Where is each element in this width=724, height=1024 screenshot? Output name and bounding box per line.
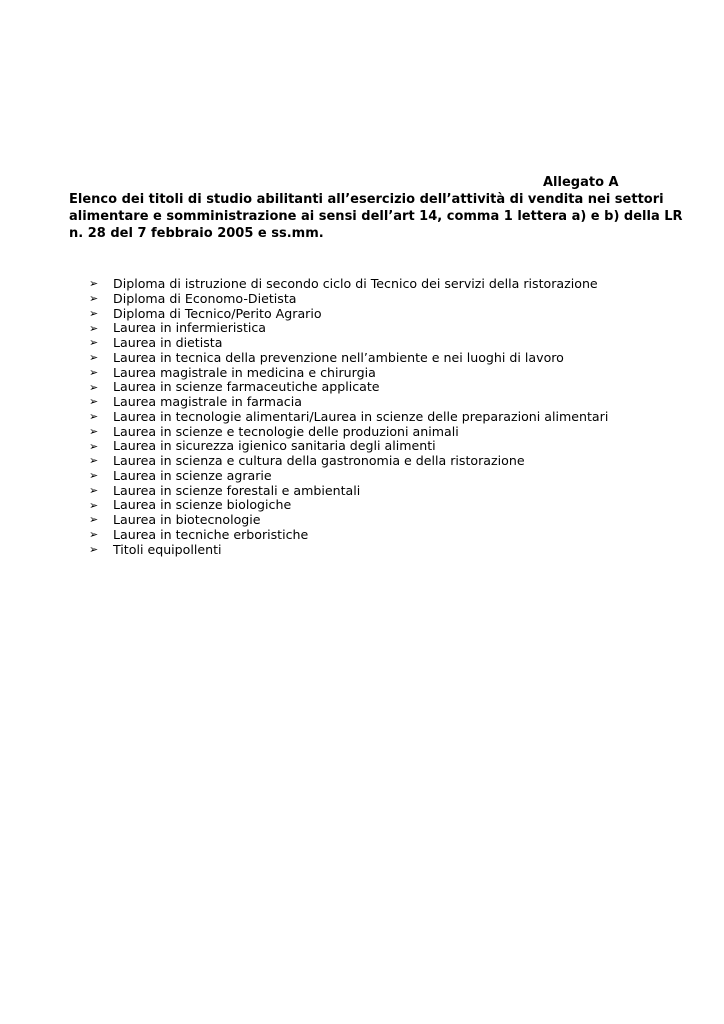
list-item [89, 498, 608, 513]
arrow-bullet-icon: ➢ [89, 321, 99, 335]
list-item [89, 321, 608, 336]
arrow-bullet-icon: ➢ [89, 395, 99, 409]
list-item-text: Laurea in scienze forestali e ambientali [113, 482, 361, 498]
arrow-bullet-icon: ➢ [89, 277, 99, 291]
list-item [89, 528, 608, 543]
list-item [89, 366, 608, 381]
arrow-bullet-icon: ➢ [89, 483, 99, 497]
qualifications-list [89, 277, 608, 557]
list-item [89, 469, 608, 484]
arrow-bullet-icon: ➢ [89, 498, 99, 512]
arrow-bullet-icon: ➢ [89, 306, 99, 320]
list-item-text: Diploma di istruzione di secondo ciclo di Tecnico dei servizi della ristorazione [113, 276, 598, 291]
list-item-text: Diploma di Tecnico/Perito Agrario [113, 305, 322, 321]
arrow-bullet-icon: ➢ [89, 380, 99, 394]
list-item-text: Laurea in infermieristica [113, 320, 267, 336]
list-item-text: Laurea in dietista [113, 335, 223, 350]
list-item-text: Laurea magistrale in medicina e chirurgia [113, 364, 376, 380]
title-line: Elenco dei titoli di studio abilitanti all’esercizio dell’attività di vendita nei settori [69, 192, 664, 207]
list-item-text: Laurea magistrale in farmacia [113, 394, 302, 409]
list-item [89, 292, 608, 307]
list-item [89, 454, 608, 469]
arrow-bullet-icon: ➢ [89, 528, 99, 542]
document-title [69, 191, 683, 242]
arrow-bullet-icon: ➢ [89, 439, 99, 453]
list-item [89, 410, 608, 425]
list-item-text: Laurea in tecnologie alimentari/Laurea in scienze delle preparazioni alimentari [113, 408, 609, 424]
list-item-text: Laurea in sicurezza igienico sanitaria degli alimenti [113, 438, 436, 454]
list-item [89, 395, 608, 410]
list-item-text: Laurea in tecnica della prevenzione nell’ambiente e nei luoghi di lavoro [113, 349, 564, 365]
title-line: n. 28 del 7 febbraio 2005 e ss.mm. [69, 226, 324, 241]
list-item-text: Laurea in scienze agrarie [113, 467, 272, 483]
arrow-bullet-icon: ➢ [89, 469, 99, 483]
arrow-bullet-icon: ➢ [89, 424, 99, 438]
arrow-bullet-icon: ➢ [89, 365, 99, 379]
arrow-bullet-icon: ➢ [89, 513, 99, 527]
list-item [89, 425, 608, 440]
arrow-bullet-icon: ➢ [89, 410, 99, 424]
list-item-text: Laurea in tecniche erboristiche [113, 526, 309, 542]
arrow-bullet-icon: ➢ [89, 336, 99, 350]
list-item [89, 307, 608, 322]
list-item [89, 277, 608, 292]
list-item [89, 336, 608, 351]
list-item-text: Laurea in scienze e tecnologie delle produzioni animali [113, 423, 459, 439]
arrow-bullet-icon: ➢ [89, 292, 99, 306]
list-item [89, 513, 608, 528]
list-item-text: Diploma di Economo-Dietista [113, 290, 297, 306]
list-item-text: Laurea in scienze farmaceutiche applicate [113, 379, 380, 395]
arrow-bullet-icon: ➢ [89, 542, 99, 556]
list-item-text: Laurea in biotecnologie [113, 512, 261, 527]
list-item [89, 439, 608, 454]
list-item-text: Laurea in scienze biologiche [113, 497, 292, 513]
list-item [89, 380, 608, 395]
list-item [89, 484, 608, 499]
list-item [89, 543, 608, 558]
list-item-text: Laurea in scienza e cultura della gastronomia e della ristorazione [113, 453, 525, 468]
list-item [89, 351, 608, 366]
annex-label: Allegato A [543, 175, 619, 190]
title-line: alimentare e somministrazione ai sensi dell’art 14, comma 1 lettera a) e b) della LR [69, 209, 683, 224]
arrow-bullet-icon: ➢ [89, 351, 99, 365]
list-item-text: Titoli equipollenti [113, 541, 222, 557]
arrow-bullet-icon: ➢ [89, 454, 99, 468]
